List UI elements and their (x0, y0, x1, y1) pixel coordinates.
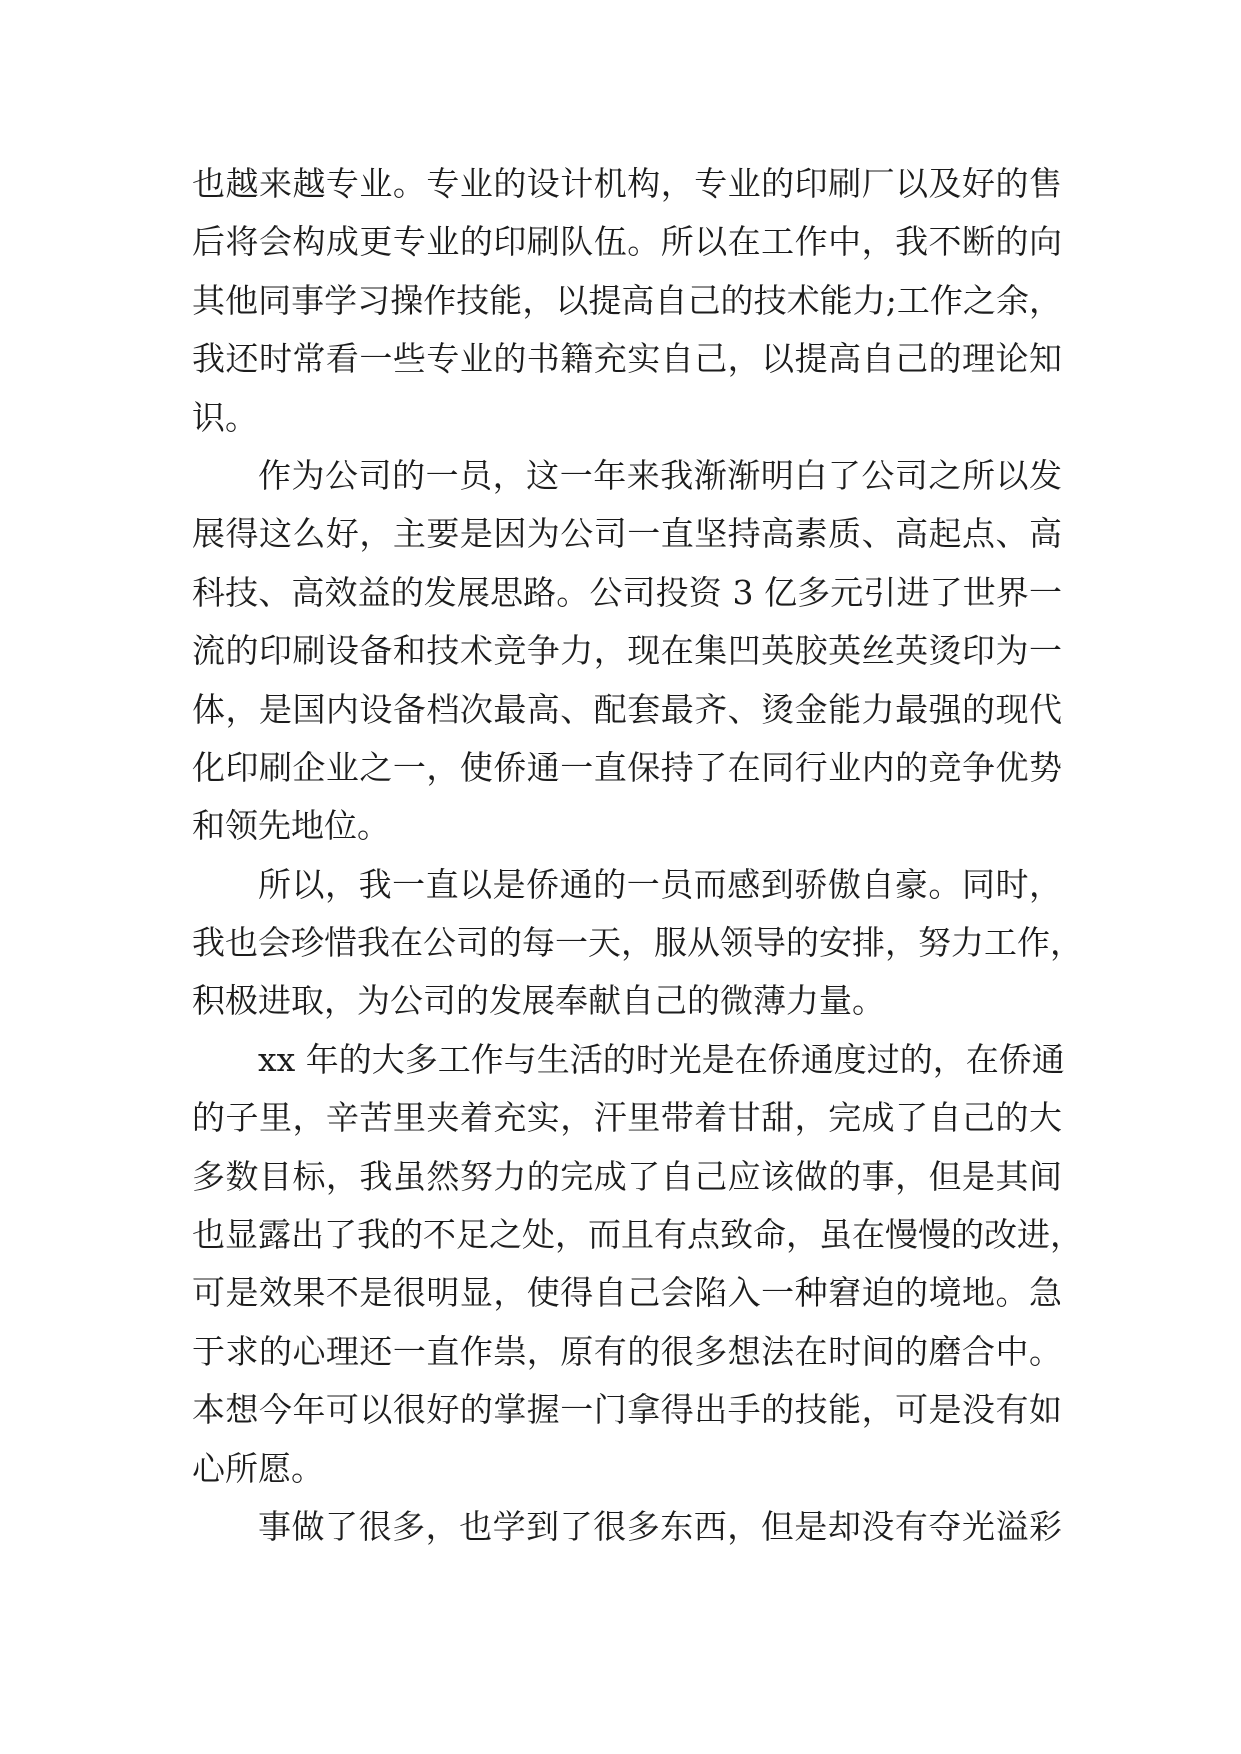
text-line: 事做了很多，也学到了很多东西，但是却没有夺光溢彩 (258, 1506, 1062, 1546)
text-line: 的子里，辛苦里夹着充实，汗里带着甘甜，完成了自己的大 (192, 1098, 1062, 1138)
text-line: 于求的心理还一直作祟，原有的很多想法在时间的磨合中。 (192, 1331, 1062, 1371)
text-line: 我也会珍惜我在公司的每一天，服从领导的安排，努力工作， (192, 923, 1083, 963)
text-line: 也越来越专业。专业的设计机构，专业的印刷厂以及好的售 (192, 164, 1062, 203)
text-line: 体，是国内设备档次最高、配套最齐、烫金能力最强的现代 (192, 689, 1062, 729)
text-line: 我还时常看一些专业的书籍充实自己，以提高自己的理论知 (192, 339, 1062, 379)
text-line: 科技、高效益的发展思路。公司投资 3 亿多元引进了世界一 (192, 572, 1062, 612)
text-line: 和领先地位。 (192, 806, 390, 846)
text-line: 识。 (192, 397, 258, 437)
text-line: xx 年的大多工作与生活的时光是在侨通度过的，在侨通 (258, 1039, 1065, 1079)
text-line: 展得这么好，主要是因为公司一直坚持高素质、高起点、高 (192, 514, 1062, 554)
text-line: 多数目标，我虽然努力的完成了自己应该做的事，但是其间 (192, 1156, 1062, 1196)
text-line: 可是效果不是很明显，使得自己会陷入一种窘迫的境地。急 (192, 1273, 1062, 1313)
body-text (192, 155, 1083, 1556)
text-line: 心所愿。 (192, 1448, 324, 1488)
text-line: 作为公司的一员，这一年来我渐渐明白了公司之所以发 (258, 455, 1062, 495)
text-line: 积极进取，为公司的发展奉献自己的微薄力量。 (192, 981, 885, 1021)
text-line: 本想今年可以很好的掌握一门拿得出手的技能，可是没有如 (192, 1390, 1062, 1430)
text-line: 后将会构成更专业的印刷队伍。所以在工作中，我不断的向 (192, 222, 1062, 262)
text-line: 其他同事学习操作技能，以提高自己的技术能力;工作之余， (192, 280, 1062, 320)
text-line: 所以，我一直以是侨通的一员而感到骄傲自豪。同时， (258, 864, 1062, 904)
text-line: 也显露出了我的不足之处，而且有点致命，虽在慢慢的改进， (192, 1215, 1083, 1255)
text-line: 流的印刷设备和技术竞争力，现在集凹英胶英丝英烫印为一 (192, 631, 1062, 671)
text-line: 化印刷企业之一，使侨通一直保持了在同行业内的竞争优势 (192, 747, 1062, 787)
